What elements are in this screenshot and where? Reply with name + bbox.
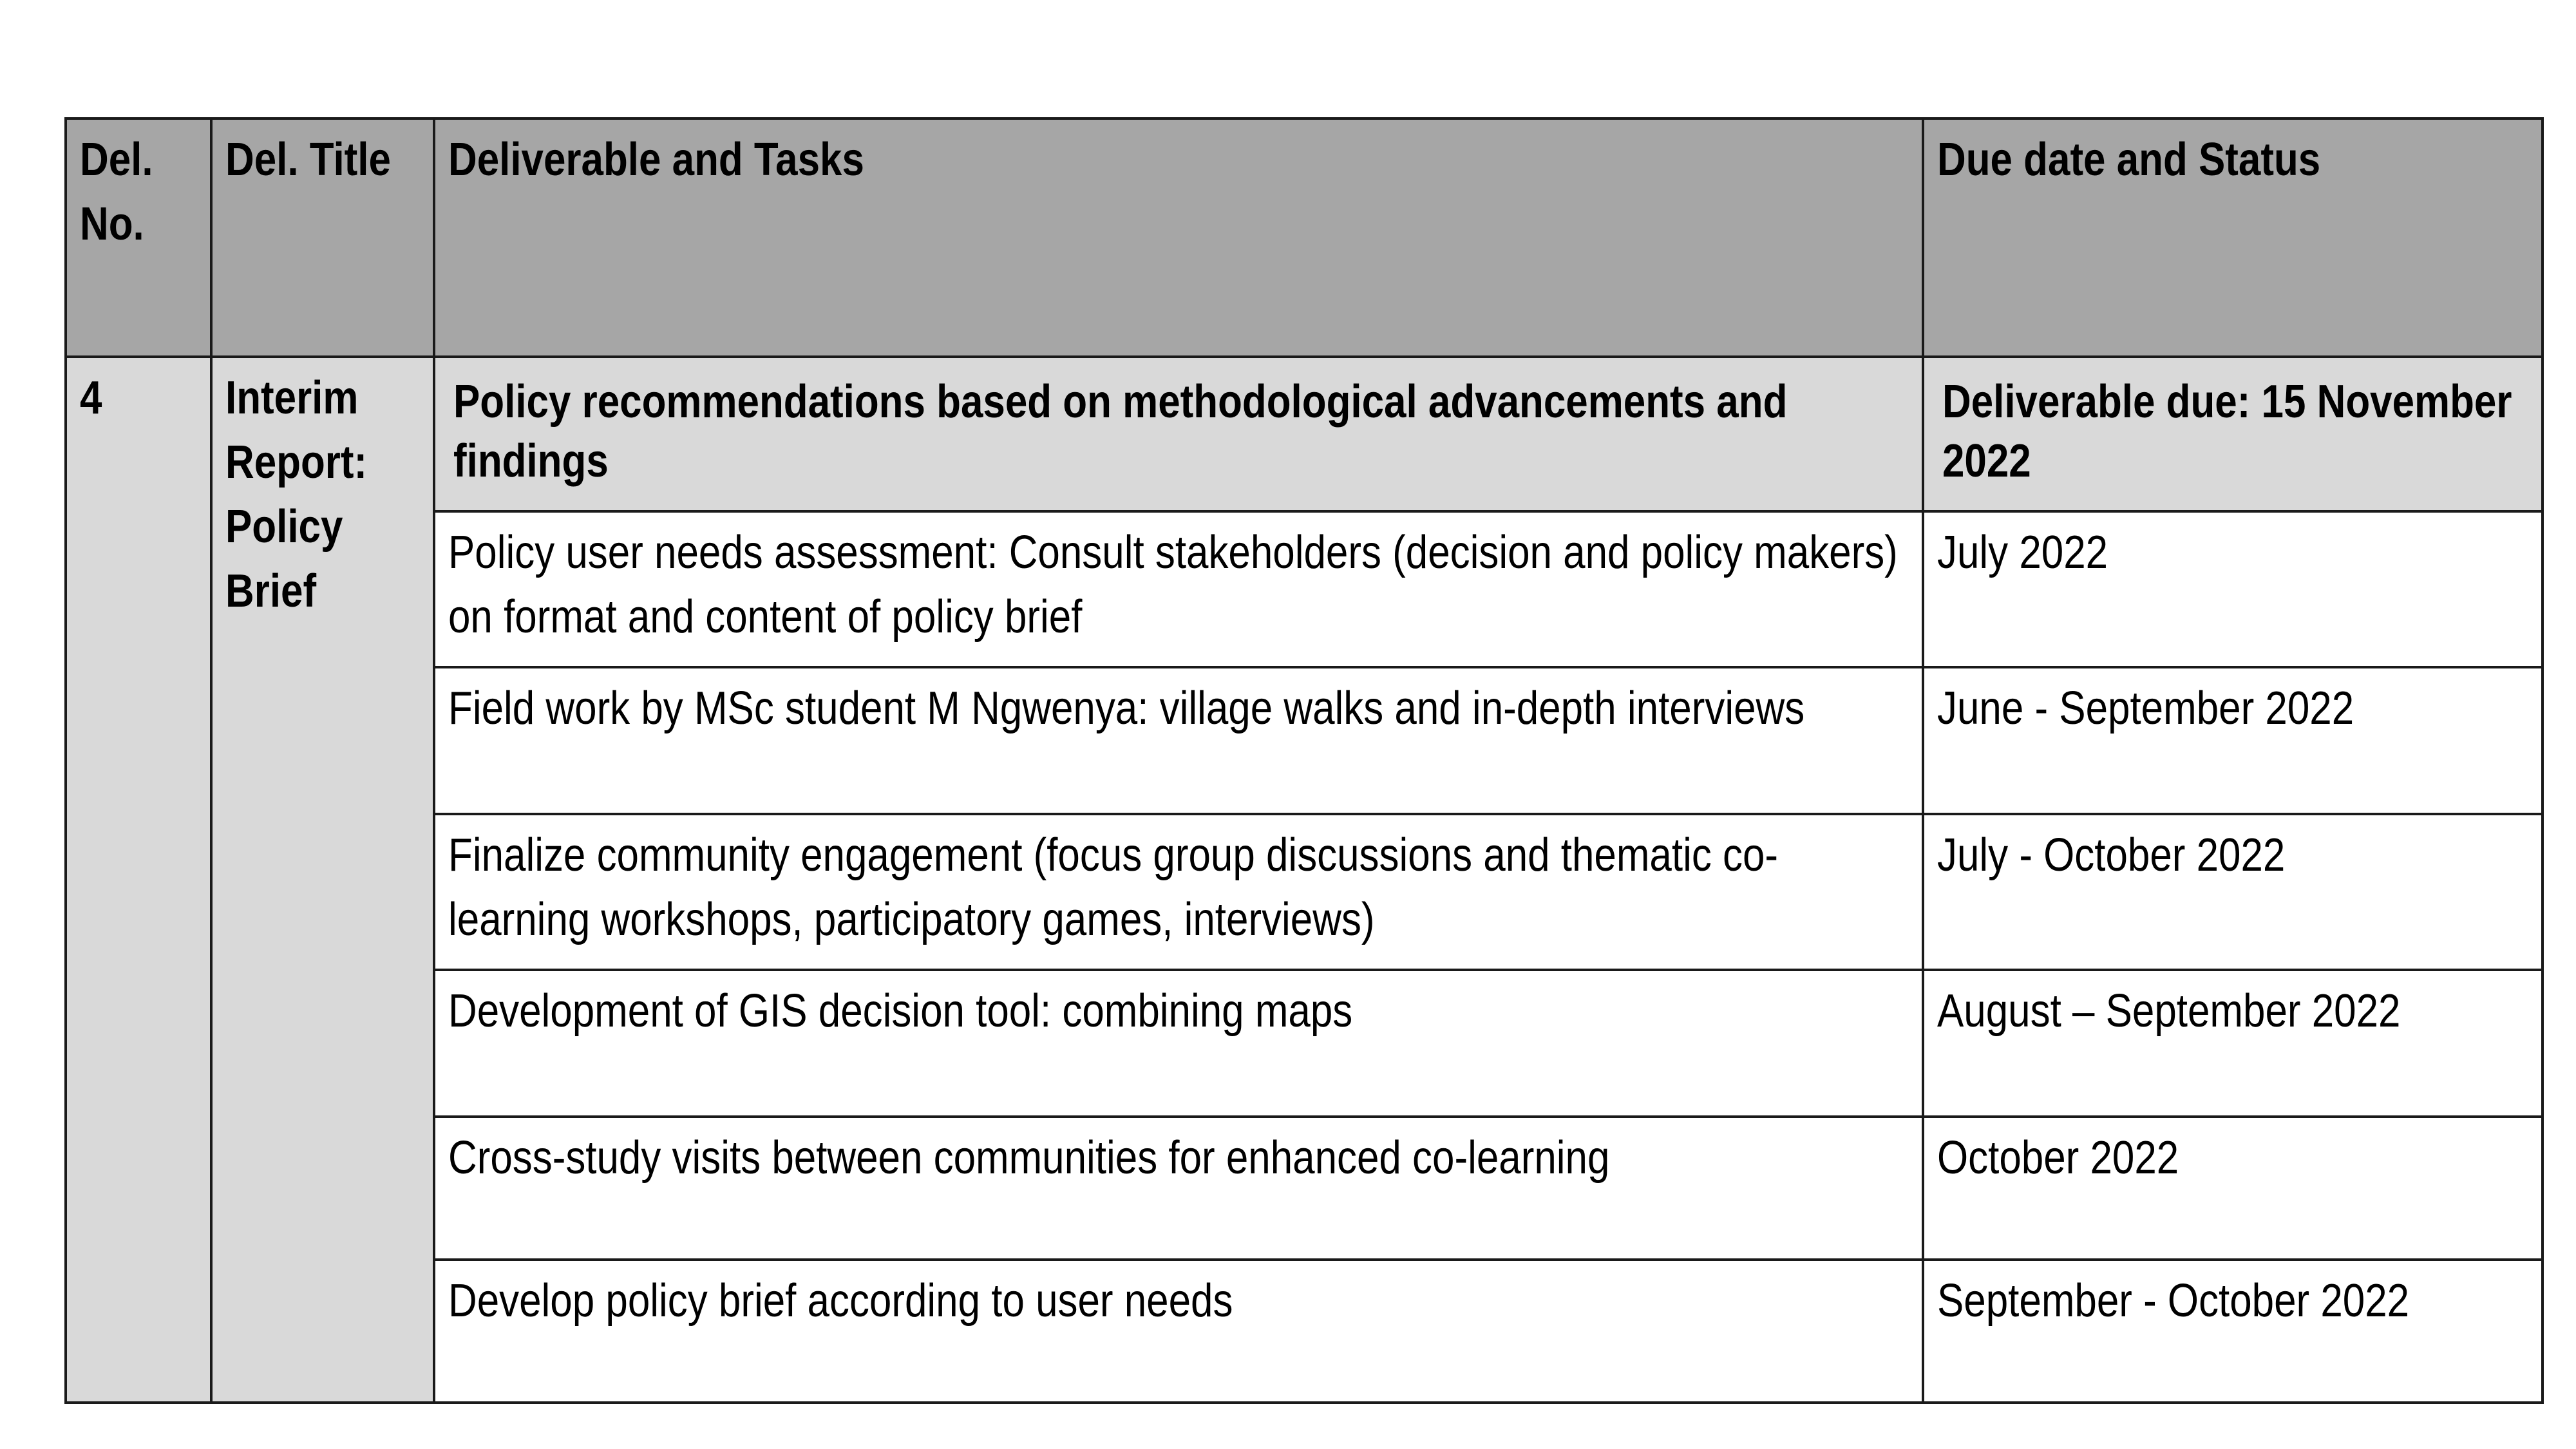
task-row — [66, 511, 2543, 667]
task-due-date: October 2022 — [1923, 1117, 2543, 1260]
task-row — [66, 1260, 2543, 1403]
task-row — [66, 1117, 2543, 1260]
deliverable-due-summary: Deliverable due: 15 November 2022 — [1923, 357, 2543, 511]
task-row — [66, 814, 2543, 970]
deliverables-table — [64, 117, 2544, 1404]
task-due-date: September - October 2022 — [1923, 1260, 2543, 1403]
header-tasks: Deliverable and Tasks — [434, 118, 1923, 357]
task-description: Cross-study visits between communities for enhanced co-learning — [434, 1117, 1923, 1260]
task-description: Field work by MSc student M Ngwenya: village walks and in-depth interviews — [434, 667, 1923, 814]
deliverable-number: 4 — [66, 357, 211, 1403]
task-description: Develop policy brief according to user needs — [434, 1260, 1923, 1403]
task-description: Policy user needs assessment: Consult stakeholders (decision and policy makers) on format and content of policy brief — [434, 511, 1923, 667]
task-due-date: June - September 2022 — [1923, 667, 2543, 814]
header-del-title: Del. Title — [211, 118, 434, 357]
task-due-date: July 2022 — [1923, 511, 2543, 667]
header-del-no: Del. No. — [66, 118, 211, 357]
task-description: Development of GIS decision tool: combining maps — [434, 970, 1923, 1117]
deliverable-summary-row — [66, 357, 2543, 511]
header-due: Due date and Status — [1923, 118, 2543, 357]
task-description: Finalize community engagement (focus group discussions and thematic co-learning workshops, participatory games, interviews) — [434, 814, 1923, 970]
task-row — [66, 667, 2543, 814]
task-due-date: August – September 2022 — [1923, 970, 2543, 1117]
task-due-date: July - October 2022 — [1923, 814, 2543, 970]
task-row — [66, 970, 2543, 1117]
header-row — [66, 118, 2543, 357]
deliverable-title: Interim Report: Policy Brief — [211, 357, 434, 1403]
deliverable-summary: Policy recommendations based on methodological advancements and findings — [434, 357, 1923, 511]
